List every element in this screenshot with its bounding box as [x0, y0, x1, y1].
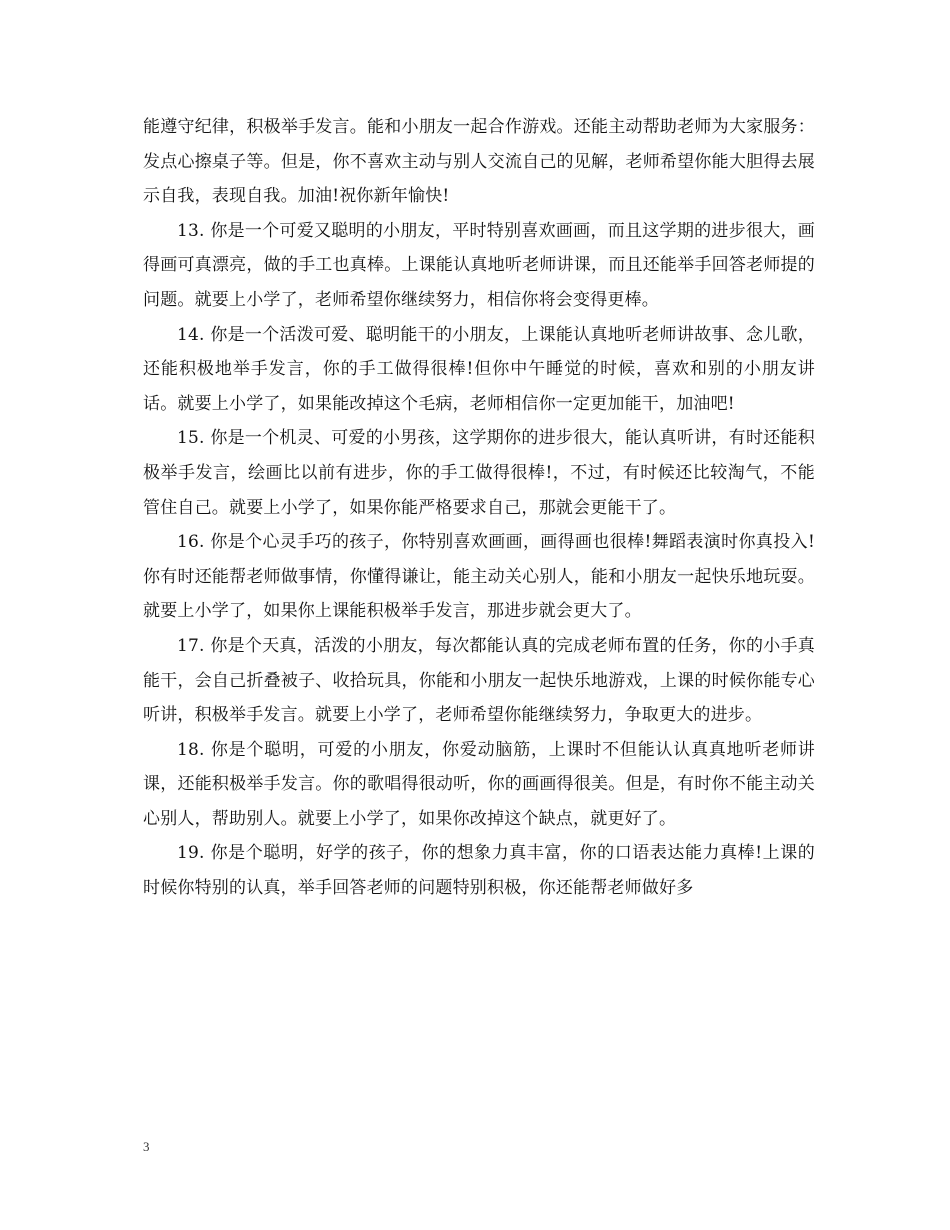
document-body [143, 110, 815, 906]
paragraph-19: 19. 你是个聪明，好学的孩子，你的想象力真丰富，你的口语表达能力真棒!上课的时候你特别的认真，举手回答老师的问题特别积极，你还能帮老师做好多 [143, 843, 815, 899]
paragraph-15: 15. 你是一个机灵、可爱的小男孩，这学期你的进步很大，能认真听讲，有时还能积极举手发言，绘画比以前有进步，你的手工做得很棒!，不过，有时候还比较淘气，不能管住自己。就要上小学了，如果你能严格要求自己，那就会更能干了。 [143, 428, 815, 518]
paragraph-14: 14. 你是一个活泼可爱、聪明能干的小朋友，上课能认真地听老师讲故事、念儿歌，还能积极地举手发言，你的手工做得很棒!但你中午睡觉的时候，喜欢和别的小朋友讲话。就要上小学了，如果能改掉这个毛病，老师相信你一定更加能干，加油吧! [143, 324, 815, 414]
page-number: 3 [143, 1139, 150, 1154]
paragraph-18: 18. 你是个聪明，可爱的小朋友，你爱动脑筋，上课时不但能认认真真地听老师讲课，还能积极举手发言。你的歌唱得很动听，你的画画得很美。但是，有时你不能主动关心别人，帮助别人。就要上小学了，如果你改掉这个缺点，就更好了。 [143, 739, 815, 829]
paragraph-13: 13. 你是一个可爱又聪明的小朋友，平时特别喜欢画画，而且这学期的进步很大，画得画可真漂亮，做的手工也真棒。上课能认真地听老师讲课，而且还能举手回答老师提的问题。就要上小学了，老师希望你继续努力，相信你将会变得更棒。 [143, 220, 815, 310]
paragraph-continued: 能遵守纪律，积极举手发言。能和小朋友一起合作游戏。还能主动帮助老师为大家服务：发点心擦桌子等。但是，你不喜欢主动与别人交流自己的见解，老师希望你能大胆得去展示自我，表现自我。加油!祝你新年愉快! [143, 117, 815, 207]
paragraph-17: 17. 你是个天真，活泼的小朋友，每次都能认真的完成老师布置的任务，你的小手真能干，会自己折叠被子、收拾玩具，你能和小朋友一起快乐地游戏，上课的时候你能专心听讲，积极举手发言。就要上小学了，老师希望你能继续努力，争取更大的进步。 [143, 635, 815, 726]
paragraph-16: 16. 你是个心灵手巧的孩子，你特别喜欢画画，画得画也很棒!舞蹈表演时你真投入!你有时还能帮老师做事情，你懂得谦让，能主动关心别人，能和小朋友一起快乐地玩耍。就要上小学了，如果你上课能积极举手发言，那进步就会更大了。 [143, 532, 815, 622]
